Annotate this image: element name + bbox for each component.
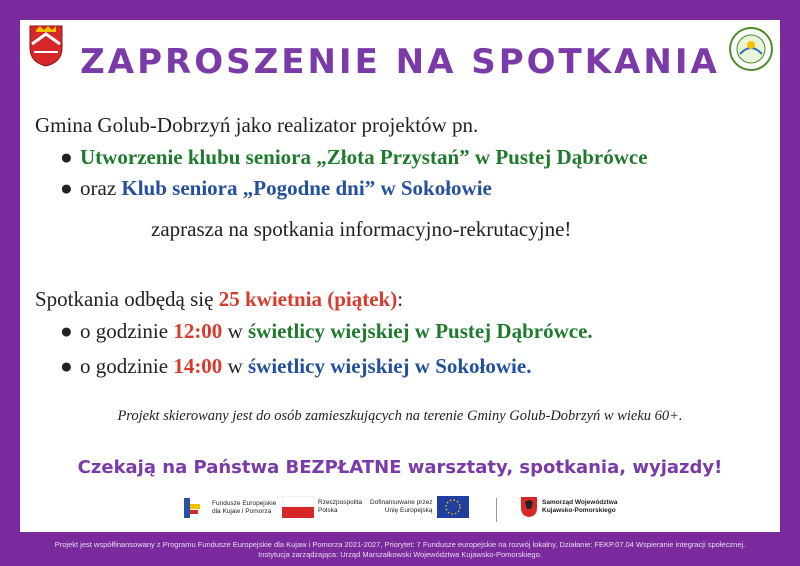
footer-line-1: Projekt jest współfinansowany z Programu Fundusze Europejskie dla Kujaw i Pomorza 2021-2027, Priorytet: 7 Fundusze europejskie na rozwój lokalny, Działanie: FEKP.07.04 Wspieranie integracji społecznej. [54,540,746,549]
footer-line-2: Instytucja zarządzająca: Urząd Marszałkowski Województwa Kujawsko-Pomorskiego. [258,550,542,559]
rp-line-1: Rzeczpospolita [318,499,363,506]
sw-line-2: Kujawsko-Pomorskiego [542,507,616,514]
meeting-date: 25 kwietnia (piątek) [218,287,398,311]
meeting-time-1: 12:00 [173,319,223,343]
bullet-icon: ● [60,145,73,169]
sw-line-1: Samorząd Województwa [542,499,618,506]
meeting-place-2: świetlicy wiejskiej w Sokołowie. [247,354,532,378]
eu-line-2: Unię Europejską [384,507,433,514]
page-title: ZAPROSZENIE NA SPOTKANIA [80,42,720,82]
invitation-card [20,20,780,532]
bullet-icon: ● [60,319,73,343]
logo-rzeczpospolita [282,496,362,518]
meeting-prefix: o godzinie [80,319,174,343]
eu-line-1: Dofinansowane przez [370,499,433,506]
fe-line-1: Fundusze Europejskie [212,500,277,507]
bullet-icon: ● [60,176,73,200]
meetings-lead [35,287,403,312]
lgd-seal-icon [728,26,774,72]
meeting-place-1: świetlicy wiejskiej w Pustej Dąbrówce. [247,319,593,343]
meeting-prefix: o godzinie [80,354,174,378]
footer [0,540,800,560]
rp-line-2: Polska [318,507,338,514]
meetings-lead-text: Spotkania odbędą się [35,287,219,311]
polish-flag-icon [282,496,314,518]
logo-samorzad [520,496,617,518]
meeting-time-2: 14:00 [173,354,223,378]
bullet-icon: ● [60,354,73,378]
meeting-mid: w [222,319,248,343]
logo-divider [496,498,497,522]
logo-fundusze-europejskie [182,496,276,520]
meeting-item-2 [60,354,531,379]
gmina-coat-of-arms-icon [28,24,64,68]
kp-coat-of-arms-icon [520,496,538,518]
fe-line-2: dla Kujaw i Pomorza [212,508,272,515]
funding-logos [20,496,780,524]
invite-line: zaprasza na spotkania informacyjno-rekrutacyjne! [151,217,572,241]
intro-line: Gmina Golub-Dobrzyń jako realizator projektów pn. [35,113,479,137]
meetings-colon: : [397,287,404,311]
bullet-prefix: oraz [80,176,122,200]
eu-flag-icon [437,496,469,518]
fe-logo-icon [182,496,208,520]
logo-eu [370,496,469,518]
project-bullet-1 [60,145,648,170]
project-title-1: Utworzenie klubu seniora „Złota Przystań” w Pustej Dąbrówce [80,145,648,169]
project-note: Projekt skierowany jest do osób zamieszkujących na terenie Gminy Golub-Dobrzyń w wieku 60+. [117,408,683,424]
project-title-2: Klub seniora „Pogodne dni” w Sokołowie [121,176,492,200]
meeting-mid: w [222,354,248,378]
project-bullet-2 [60,176,492,201]
meeting-item-1 [60,319,593,344]
call-to-action: Czekają na Państwa BEZPŁATNE warsztaty, spotkania, wyjazdy! [77,457,723,478]
